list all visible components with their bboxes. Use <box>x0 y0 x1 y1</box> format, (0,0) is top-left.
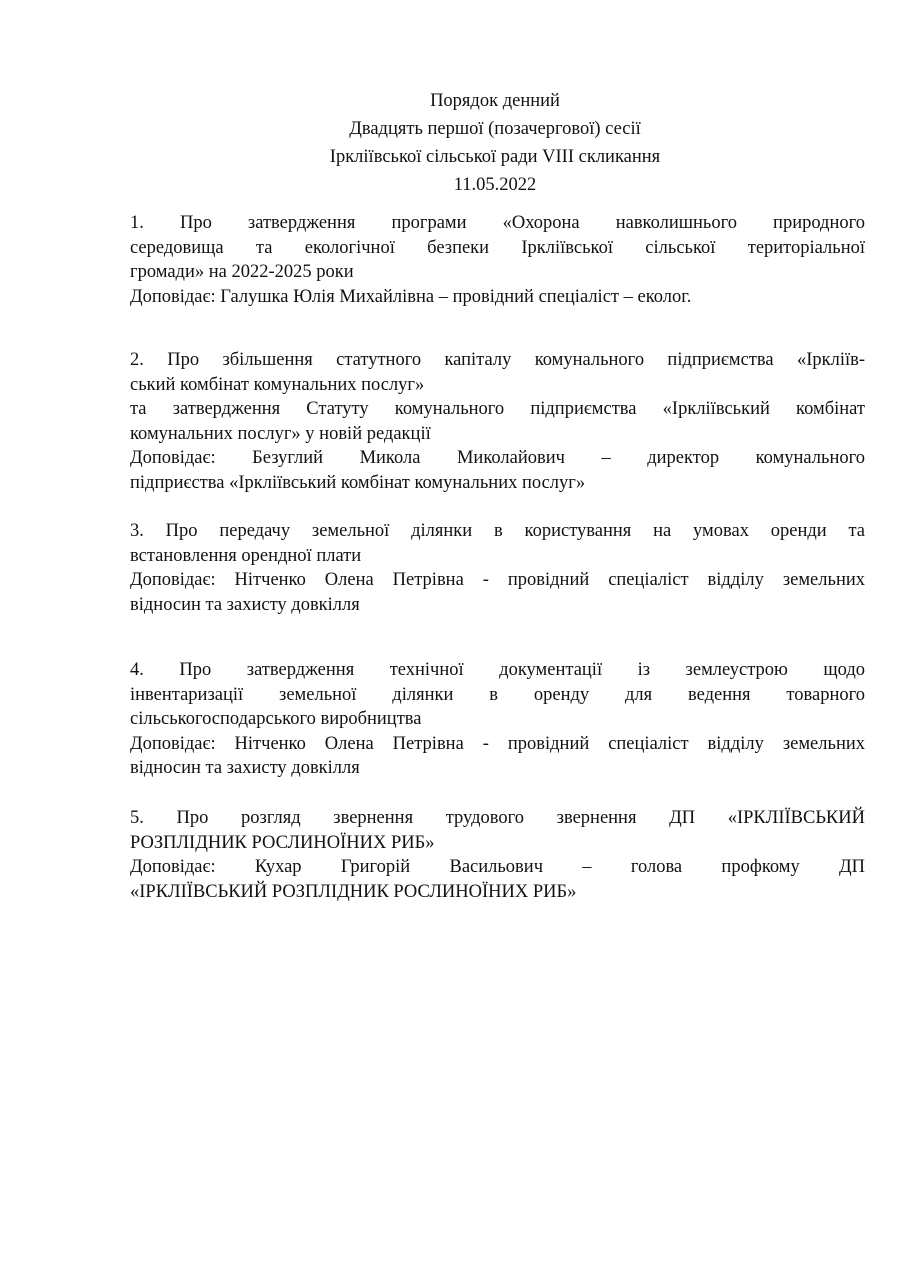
agenda-item-1 <box>130 211 865 309</box>
session-date: 11.05.2022 <box>453 175 537 195</box>
council-name: Іркліївської сільської ради VIII скликання <box>329 147 661 167</box>
document-header <box>0 87 905 199</box>
agenda-line: інвентаризації земельної ділянки в оренду для ведення товарного <box>130 684 865 705</box>
agenda-line: 1. Про затвердження програми «Охорона навколишнього природного <box>130 213 865 233</box>
speaker-line: Доповідає: Нітченко Олена Петрівна - провідний спеціаліст відділу земельних <box>130 570 865 591</box>
agenda-item-5 <box>130 806 865 904</box>
speaker-line: «ІРКЛІЇВСЬКИЙ РОЗПЛІДНИК РОСЛИНОЇНИХ РИБ» <box>130 881 577 902</box>
agenda-item-4 <box>130 658 865 781</box>
speaker-line: Доповідає: Кухар Григорій Васильович – голова профкому ДП <box>130 857 865 878</box>
agenda-line: комунальних послуг» у новій редакції <box>130 423 431 444</box>
speaker-line: Доповідає: Безуглий Микола Миколайович – директор комунального <box>130 448 865 469</box>
speaker-line: Доповідає: Галушка Юлія Михайлівна – провідний спеціаліст – еколог. <box>130 286 692 307</box>
agenda-line: встановлення орендної плати <box>130 545 362 566</box>
agenda-line: 5. Про розгляд звернення трудового звернення ДП «ІРКЛІЇВСЬКИЙ <box>130 808 865 828</box>
agenda-line: 3. Про передачу земельної ділянки в користування на умовах оренди та <box>130 521 865 541</box>
agenda-line: та затвердження Статуту комунального підприємства «Ірклiївський комбінат <box>130 399 865 420</box>
agenda-item-3 <box>130 519 865 617</box>
document-title: Порядок денний <box>430 91 560 111</box>
speaker-line: підприєства «Ірклiївський комбінат комунальних послуг» <box>130 472 586 493</box>
agenda-line: РОЗПЛІДНИК РОСЛИНОЇНИХ РИБ» <box>130 832 435 853</box>
speaker-line: відносин та захисту довкілля <box>130 594 360 615</box>
agenda-item-2 <box>130 348 865 496</box>
agenda-line: середовища та екологічної безпеки Ірклiївської сільської територіальної <box>130 237 865 258</box>
session-name: Двадцять першої (позачергової) сесії <box>349 119 641 139</box>
agenda-line: громади» на 2022-2025 роки <box>130 262 354 283</box>
agenda-line: 2. Про збільшення статутного капіталу комунального підприємства «Ірклiїв- <box>130 350 865 370</box>
agenda-line: сільськогосподарського виробництва <box>130 709 422 730</box>
agenda-line: 4. Про затвердження технічної документації із землеустрою щодо <box>130 660 865 680</box>
speaker-line: відносин та захисту довкілля <box>130 758 360 779</box>
speaker-line: Доповідає: Нітченко Олена Петрівна - провідний спеціаліст відділу земельних <box>130 733 865 754</box>
agenda-line: ський комбінат комунальних послуг» <box>130 374 425 395</box>
